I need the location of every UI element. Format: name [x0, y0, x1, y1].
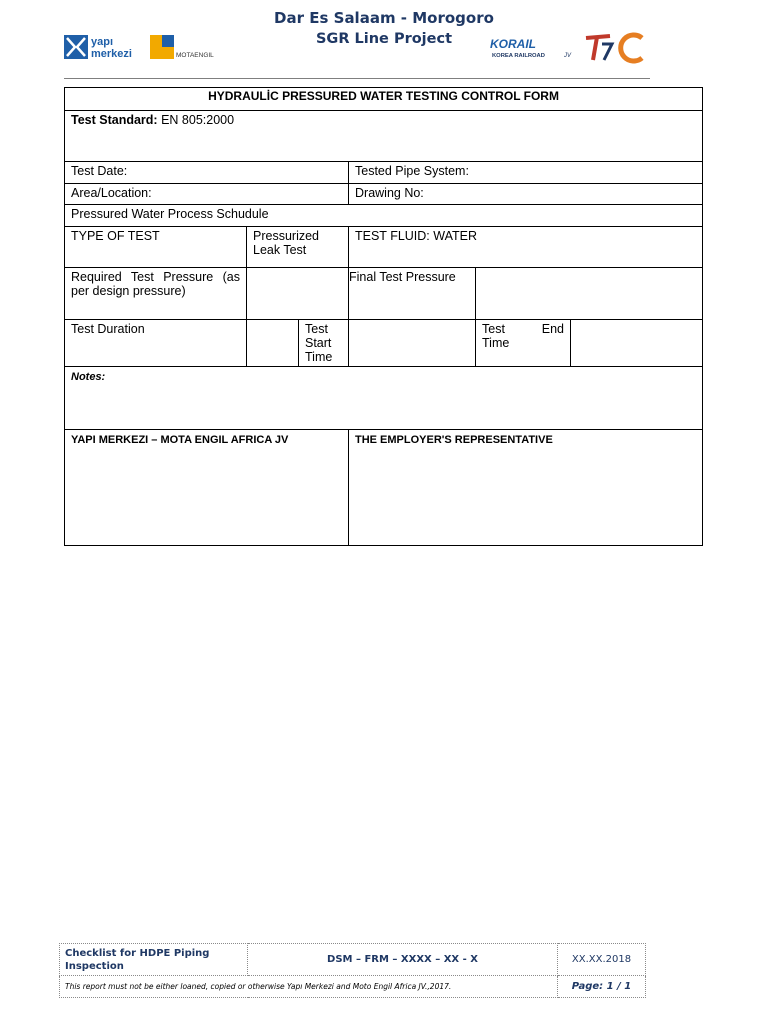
type-of-test-label: TYPE OF TEST	[65, 227, 247, 268]
test-standard-value: EN 805:2000	[161, 113, 235, 127]
footer-page-number: Page: 1 / 1	[558, 976, 646, 998]
logo-korail-text: KORAIL	[490, 37, 536, 51]
final-pressure-label: Final Test Pressure	[349, 268, 476, 320]
logo-merkezi-text: merkezi	[91, 48, 132, 60]
trc-logo	[584, 30, 646, 64]
process-schedule-label: Pressured Water Process Schudule	[65, 205, 703, 227]
logo-korail-sub: KOREA RAILROAD	[492, 53, 545, 59]
header-divider	[64, 78, 650, 79]
test-standard-cell[interactable]	[65, 111, 703, 162]
end-time-label-line1: Test End	[482, 322, 564, 336]
logo-jv-text: JV	[564, 53, 572, 59]
final-pressure-input[interactable]	[476, 268, 703, 320]
document-footer	[59, 943, 646, 998]
start-time-label-line3: Time	[305, 350, 333, 364]
start-time-label	[299, 320, 349, 367]
logo-yapi-text: yapı	[91, 36, 114, 48]
start-time-input[interactable]	[349, 320, 476, 367]
test-standard-label: Test Standard:	[71, 113, 158, 127]
tested-pipe-field[interactable]: Tested Pipe System:	[349, 162, 703, 184]
notes-label: Notes:	[71, 371, 106, 383]
employer-signature-box[interactable]	[349, 430, 703, 546]
required-pressure-label-line1: Required Test Pressure (as	[71, 270, 240, 284]
notes-field[interactable]	[65, 367, 703, 430]
footer-disclaimer: This report must not be either loaned, copied or otherwise Yapı Merkezi and Moto Engil Africa JV.,2017.	[60, 976, 558, 998]
footer-doc-code: DSM – FRM – XXXX – XX - X	[248, 944, 558, 976]
contractor-signature-box[interactable]	[65, 430, 349, 546]
start-time-label-line2: Start	[305, 336, 332, 350]
drawing-no-field[interactable]: Drawing No:	[349, 184, 703, 205]
end-time-input[interactable]	[571, 320, 703, 367]
test-date-field[interactable]: Test Date:	[65, 162, 349, 184]
test-fluid-label: TEST FLUID: WATER	[349, 227, 703, 268]
type-of-test-value[interactable]: Pressurized Leak Test	[247, 227, 349, 268]
end-time-label	[476, 320, 571, 367]
required-pressure-input[interactable]	[247, 268, 349, 320]
contractor-label: YAPI MERKEZI – MOTA ENGIL AFRICA JV	[71, 434, 289, 446]
project-title-line1: Dar Es Salaam - Morogoro	[274, 9, 494, 27]
yapi-merkezi-motaengil-logo	[64, 34, 224, 60]
project-title-line2: SGR Line Project	[315, 31, 453, 47]
korail-logo	[488, 36, 580, 60]
footer-date: XX.XX.2018	[558, 944, 646, 976]
required-pressure-label-line2: per design pressure)	[71, 284, 186, 298]
form-title: HYDRAULİC PRESSURED WATER TESTING CONTROL FORM	[65, 88, 703, 111]
start-time-label-line1: Test	[305, 322, 328, 336]
test-duration-input[interactable]	[247, 320, 299, 367]
footer-checklist-label: Checklist for HDPE Piping Inspection	[60, 944, 248, 976]
area-location-field[interactable]: Area/Location:	[65, 184, 349, 205]
employer-label: THE EMPLOYER'S REPRESENTATIVE	[355, 434, 553, 446]
end-time-label-line2: Time	[482, 336, 510, 350]
test-duration-label: Test Duration	[65, 320, 247, 367]
logo-motaengil-text: MOTAENGIL	[176, 52, 214, 59]
testing-control-form	[64, 87, 703, 546]
required-pressure-label	[65, 268, 247, 320]
